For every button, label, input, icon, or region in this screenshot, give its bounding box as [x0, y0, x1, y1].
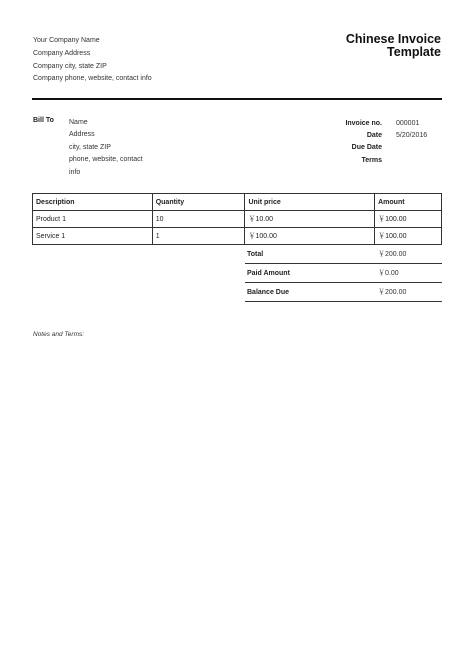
invoice-no-label: Invoice no. — [345, 119, 382, 127]
paid-amount-label: Paid Amount — [247, 269, 290, 277]
cell-amount: ￥100.00 — [375, 211, 442, 228]
bill-to-contact: phone, website, contact — [69, 156, 143, 164]
bill-to-label: Bill To — [33, 117, 54, 124]
company-contact: Company phone, website, contact info — [33, 75, 152, 83]
cell-amount: ￥100.00 — [375, 228, 442, 245]
cell-description: Product 1 — [33, 211, 153, 228]
company-name: Your Company Name — [33, 37, 100, 44]
bill-to-name: Name — [69, 119, 88, 126]
company-info — [33, 35, 152, 86]
cell-quantity: 1 — [152, 228, 245, 245]
cell-description: Service 1 — [33, 228, 153, 245]
table-row — [33, 211, 442, 228]
header-amount: Amount — [375, 194, 442, 211]
date-row — [330, 129, 442, 141]
terms-row — [330, 154, 442, 166]
balance-due-label: Balance Due — [247, 288, 290, 296]
due-date-row — [330, 142, 442, 154]
header-description: Description — [33, 194, 153, 211]
cell-unit-price: ￥10.00 — [245, 211, 375, 228]
invoice-no-row — [330, 117, 442, 129]
total-row — [245, 245, 442, 264]
due-date-label: Due Date — [351, 144, 382, 152]
document-title — [346, 33, 441, 59]
company-address: Company Address — [33, 49, 91, 57]
header-divider — [32, 98, 442, 100]
table-row — [33, 228, 442, 245]
total-label: Total — [247, 250, 264, 258]
company-city: Company city, state ZIP — [33, 62, 107, 70]
line-items-table — [32, 193, 442, 245]
date-value: 5/20/2016 — [396, 132, 428, 140]
totals-block — [245, 245, 442, 302]
title-line-1: Chinese Invoice — [345, 32, 441, 46]
notes-and-terms: Notes and Terms: — [33, 331, 85, 338]
bill-to-contact-2: info — [69, 168, 81, 176]
total-value: ￥200.00 — [378, 251, 407, 258]
paid-amount-value: ￥0.00 — [378, 270, 399, 277]
bill-to-city: city, state ZIP — [69, 143, 111, 151]
header-unit-price: Unit price — [245, 194, 375, 211]
terms-label: Terms — [361, 156, 382, 164]
cell-quantity: 10 — [152, 211, 245, 228]
bill-to-address: Address — [69, 131, 95, 139]
date-label: Date — [366, 132, 382, 140]
bill-to-details — [69, 117, 143, 179]
invoice-no-value: 000001 — [396, 119, 420, 127]
cell-unit-price: ￥100.00 — [245, 228, 375, 245]
balance-due-row — [245, 283, 442, 302]
header-quantity: Quantity — [152, 194, 245, 211]
invoice-meta — [330, 117, 442, 167]
table-header-row — [33, 194, 442, 211]
paid-amount-row — [245, 264, 442, 283]
balance-due-value: ￥200.00 — [378, 289, 407, 296]
title-line-2: Template — [387, 45, 441, 59]
